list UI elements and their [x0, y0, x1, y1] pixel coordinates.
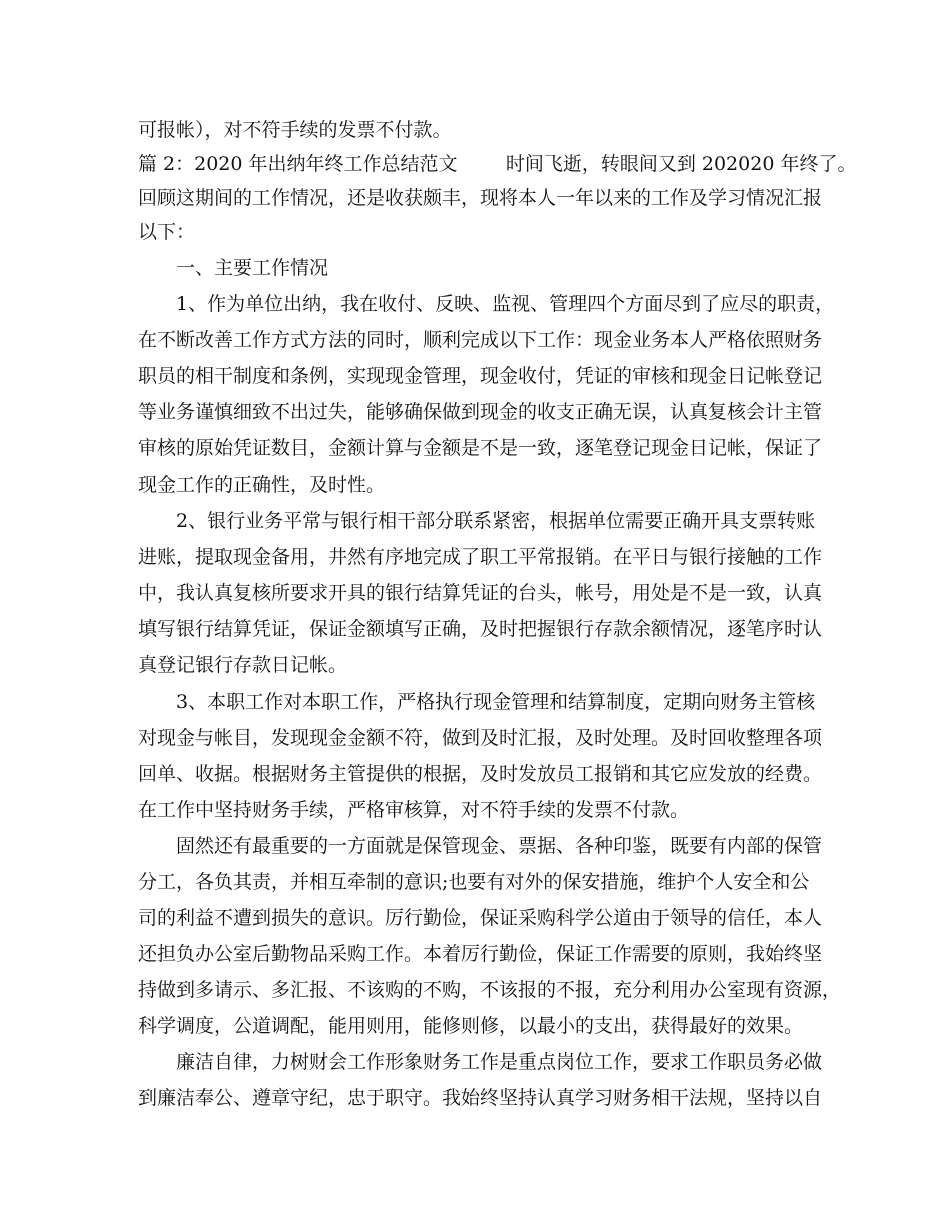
- text-line: 以下：: [138, 221, 196, 243]
- text-line: 1、作为单位出纳，我在收付、反映、监视、管理四个方面尽到了应尽的职责，: [176, 293, 835, 315]
- text-line: 职员的相干制度和条例，实现现金管理，现金收付，凭证的审核和现金日记帐登记: [138, 365, 823, 387]
- text-line: 固然还有最重要的一方面就是保管现金、票据、各种印鉴，既要有内部的保管: [176, 835, 823, 857]
- text-line: 进账，提取现金备用，井然有序地完成了职工平常报销。在平日与银行接触的工作: [138, 546, 823, 568]
- text-line: 回顾这期间的工作情况，还是收获颇丰，现将本人一年以来的工作及学习情况汇报: [138, 187, 823, 209]
- text-line: 还担负办公室后勤物品采购工作。本着厉行勤俭，保证工作需要的原则，我始终坚: [138, 943, 823, 965]
- text-line: 科学调度，公道调配，能用则用，能修则修，以最小的支出，获得最好的效果。: [138, 1015, 804, 1037]
- text-line: 回单、收据。根据财务主管提供的根据，及时发放员工报销和其它应发放的经费。: [138, 763, 823, 785]
- text-line: 3、本职工作对本职工作，严格执行现金管理和结算制度，定期向财务主管核: [176, 691, 816, 713]
- section-heading: 一、主要工作情况: [176, 257, 329, 279]
- text-line: 中，我认真复核所要求开具的银行结算凭证的台头，帐号，用处是不是一致，认真: [138, 582, 823, 604]
- text-line: 在不断改善工作方式方法的同时，顺利完成以下工作：现金业务本人严格依照财务: [138, 329, 823, 351]
- text-line: 等业务谨慎细致不出过失，能够确保做到现金的收支正确无误，认真复核会计主管: [138, 401, 823, 423]
- text-line: 审核的原始凭证数目，金额计算与金额是不是一致，逐笔登记现金日记帐，保证了: [138, 437, 823, 459]
- text-line: 2、银行业务平常与银行相干部分联系紧密，根据单位需要正确开具支票转账: [176, 510, 816, 532]
- text-line: 廉洁自律，力树财会工作形象财务工作是重点岗位工作，要求工作职员务必做: [176, 1051, 823, 1073]
- text-line: 在工作中坚持财务手续，严格审核算，对不符手续的发票不付款。: [138, 799, 690, 821]
- text-line: 可报帐），对不符手续的发票不付款。: [138, 119, 452, 141]
- text-line: 对现金与帐目，发现现金金额不符，做到及时汇报，及时处理。及时回收整理各项: [138, 727, 823, 749]
- text-line: 持做到多请示、多汇报、不该购的不购，不该报的不报，充分利用办公室现有资源，: [138, 979, 842, 1001]
- text-line: 分工，各负其责，并相互牵制的意识;也要有对外的保安措施，维护个人安全和公: [138, 871, 810, 893]
- text-line: 填写银行结算凭证，保证金额填写正确，及时把握银行存款余额情况，逐笔序时认: [138, 618, 823, 640]
- text-line: 司的利益不遭到损失的意识。厉行勤俭，保证采购科学公道由于领导的信任，本人: [138, 907, 823, 929]
- text-line: 现金工作的正确性，及时性。: [138, 474, 386, 496]
- text-line: 到廉洁奉公、遵章守纪，忠于职守。我始终坚持认真学习财务相干法规，坚持以自: [138, 1087, 823, 1109]
- text-line: 篇 2：2020 年出纳年终工作总结范文 时间飞逝，转眼间又到 202020 年终了。: [138, 153, 857, 175]
- text-line: 真登记银行存款日记帐。: [138, 654, 348, 676]
